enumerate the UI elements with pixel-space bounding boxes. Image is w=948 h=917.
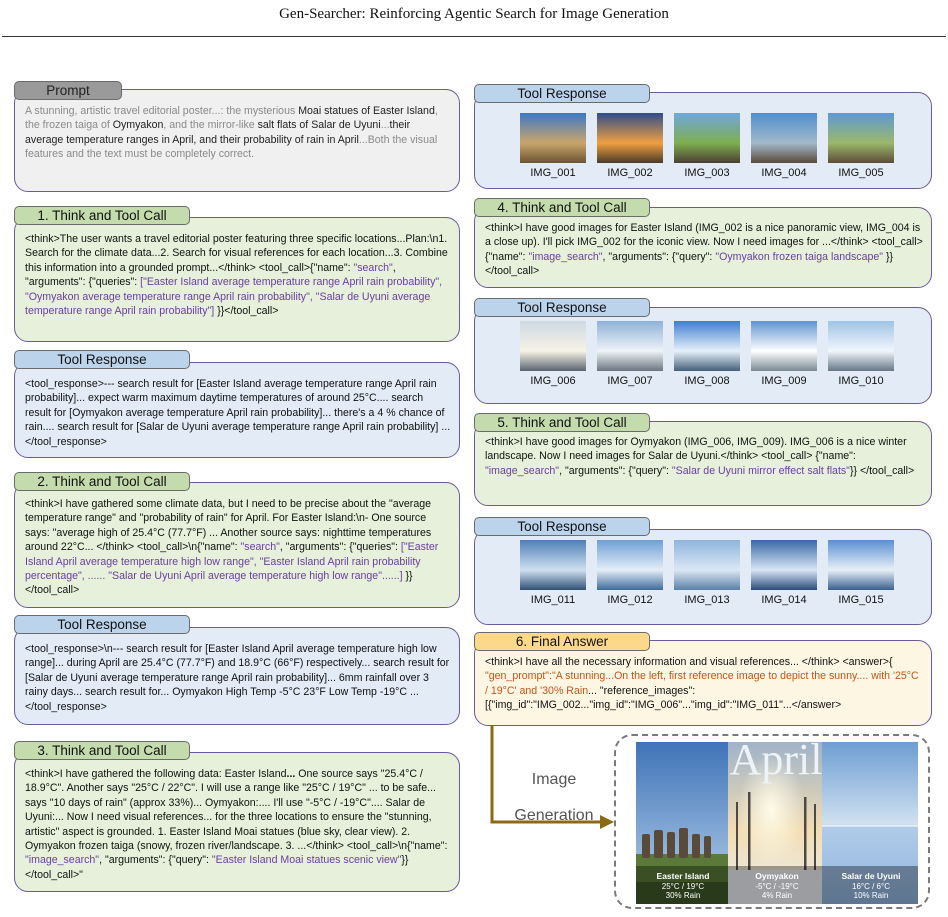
step5-label: 5. Think and Tool Call — [474, 413, 650, 432]
prompt-box — [14, 89, 460, 192]
response4-thumbnail-2 — [597, 321, 663, 371]
poster-location-oymyakon: Oymyakon -5°C / -19°C 4% Rain — [755, 870, 799, 900]
response1-label: Tool Response — [14, 350, 190, 369]
final-answer-text: <think>I have all the necessary information and visual references... </think> <answer>{ "gen_prompt":"A stunning...On the left, first reference image to depict the sunny.... with '25°C / 19°C' and '30% Rain... "reference_images": [{"img_id":"IMG_002..."img_id":"IMG_006"..."img_id":"IMG_011"...</answer> — [485, 656, 919, 712]
poster-title: April — [729, 742, 823, 784]
poster-location-salar-de-uyuni: Salar de Uyuni 16°C / 6°C 10% Rain — [841, 870, 901, 900]
response3-image-1 — [516, 113, 590, 179]
prompt-label: Prompt — [14, 81, 122, 100]
response5-thumbnail-4 — [751, 540, 817, 590]
response5-image-id-1: IMG_011 — [530, 594, 576, 606]
response5-thumbnail-2 — [597, 540, 663, 590]
response5-image-id-2: IMG_012 — [607, 594, 653, 606]
prompt-text: A stunning, artistic travel editorial poster...: the mysterious Moai statues of Easter Island, the frozen taiga of Oymyakon, and the mirror-like salt flats of Salar de Uyuni...their average temperature ranges in April, and their probability of rain in April...Both the visual features and the text must be completely correct. — [25, 105, 438, 161]
response5-image-id-5: IMG_015 — [838, 594, 884, 606]
step2-text: <think>I have gathered some climate data, but I need to be precise about the "average temperature range" and "probability of rain" for April. For Easter Island:\n- One source says: "average high of 25.4°C (77.7°F) ... Another source says: nighttime temperatures around 22°C... </think> <tool_call>\n{"name": "search", "arguments": {"queries": ["Easter Island April average temperature high low range", "Easter Island April rain probability percentage", ...... "Salar de Uyuni April average temperature high low range"......] }}</tool_call> — [25, 498, 439, 597]
step5-box — [474, 421, 932, 506]
response4-image-2 — [593, 321, 667, 387]
response4-thumbnail-3 — [674, 321, 740, 371]
response5-thumbnail-5 — [828, 540, 894, 590]
response3-image-id-1: IMG_001 — [530, 167, 576, 179]
response3-image-5 — [824, 113, 898, 179]
step2-box — [14, 482, 460, 608]
response3-thumbnail-5 — [828, 113, 894, 163]
response3-image-id-4: IMG_004 — [761, 167, 807, 179]
step4-text: <think>I have good images for Easter Island (IMG_002 is a nice panoramic view, IMG_004 is a close up). I'll pick IMG_002 for the iconic view. Now I need images for ...</think> <tool_call> {"name": "image_search", "arguments": {"query": "Oymyakon frozen taiga landscape" }} </tool_call> — [485, 222, 923, 278]
poster-location-easter-island: Easter Island 25°C / 19°C 30% Rain — [656, 870, 710, 900]
response3-image-4 — [747, 113, 821, 179]
step5-text: <think>I have good images for Oymyakon (IMG_006, IMG_009). IMG_006 is a nice winter landscape. Now I need images for Salar de Uyuni.</think> <tool_call> {"name": "image_search", "arguments": {"query": "Salar de Uyuni mirror effect salt flats"}} </tool_call> — [485, 436, 915, 477]
response4-image-id-3: IMG_008 — [684, 375, 730, 387]
response4-image-1 — [516, 321, 590, 387]
response3-thumbnail-4 — [751, 113, 817, 163]
response5-image-id-4: IMG_014 — [761, 594, 807, 606]
response3-thumbnail-1 — [520, 113, 586, 163]
response3-image-3 — [670, 113, 744, 179]
response1-box — [14, 362, 460, 458]
response4-thumbnail-5 — [828, 321, 894, 371]
response5-image-5 — [824, 540, 898, 606]
response3-thumbnail-2 — [597, 113, 663, 163]
response3-image-2 — [593, 113, 667, 179]
final-answer-label: 6. Final Answer — [474, 632, 650, 651]
response5-image-4 — [747, 540, 821, 606]
response4-image-id-4: IMG_009 — [761, 375, 807, 387]
response5-label: Tool Response — [474, 517, 650, 536]
response4-image-4 — [747, 321, 821, 387]
response1-text: <tool_response>--- search result for [Easter Island average temperature range April rain probability]... expect warm maximum daytime temperatures of around 25°C.... search result for [Oymyakon average temperature April rain probability]... there's a 4 % chance of rain.... search result for [Salar de Uyuni average temperature range April rain probability] ... </tool_response> — [25, 378, 451, 448]
response3-label: Tool Response — [474, 84, 650, 103]
response4-image-id-2: IMG_007 — [607, 375, 653, 387]
response4-image-id-1: IMG_006 — [530, 375, 576, 387]
generated-poster — [636, 742, 918, 904]
response3-image-id-5: IMG_005 — [838, 167, 884, 179]
response5-image-id-3: IMG_013 — [684, 594, 730, 606]
step1-text: <think>The user wants a travel editorial poster featuring three specific locations...Plan:\n1. Search for the climate data...2. Search for visual references for each location...3. Combine this information into a grounded prompt...</think> <tool_call>{"name": "search", "arguments": {"queries": ["Easter Island average temperature range April rain probability", "Oymyakon average temperature range April rain probability", "Salar de Uyuni average temperature range April rain probability"] }}</tool_call> — [25, 233, 448, 318]
response4-image-5 — [824, 321, 898, 387]
step1-box — [14, 217, 460, 342]
response2-label: Tool Response — [14, 615, 190, 634]
response3-image-id-2: IMG_002 — [607, 167, 653, 179]
response3-image-id-3: IMG_003 — [684, 167, 730, 179]
response5-image-2 — [593, 540, 667, 606]
step3-text: <think>I have gathered the following data: Easter Island... One source says "25.4°C / 18.9°C". Another says "25°C / 22°C". I will use a range like "25°C / 19°C" ... to be safe... says "10 days of rain" (approx 33%)... Oymyakon:.... I'll use "-5°C / -19°C".... Salar de Uyuni:... Now I need visual references... for the three locations to ensure the "stunning, artistic" aspect is grounded. 1. Easter Island Moai statues (blue sky, clear view). 2. Oymyakon frozen taiga (snowy, frozen river/landscape. 3. ...</think> <tool_call>\n{"name": "image_search", "arguments": {"query": "Easter Island Moai statues scenic view"}}</tool_call>" — [25, 768, 448, 881]
response2-text: <tool_response>\n--- search result for [Easter Island April average temperature high low range]... during April are 25.4°C (77.7°F) and 18.9°C (66°F) respectively... search result for [Salar de Uyuni average temperature range April rain probability]... 6mm rainfall over 3 rainy days... search result for... Oymyakon High Temp -5°C 23°F Low Temp -19°C ... </tool_response> — [25, 643, 450, 713]
response4-thumbnail-4 — [751, 321, 817, 371]
response5-thumbnail-1 — [520, 540, 586, 590]
header-rule — [2, 36, 946, 37]
response4-label: Tool Response — [474, 298, 650, 317]
response2-box — [14, 627, 460, 725]
step3-box — [14, 752, 460, 892]
step1-label: 1. Think and Tool Call — [14, 206, 190, 225]
response4-image-id-5: IMG_010 — [838, 375, 884, 387]
final-answer-box — [474, 640, 932, 726]
response5-image-3 — [670, 540, 744, 606]
step3-label: 3. Think and Tool Call — [14, 741, 190, 760]
response4-image-3 — [670, 321, 744, 387]
generation-label: Image Generation — [514, 771, 594, 824]
response5-image-1 — [516, 540, 590, 606]
running-title: Gen-Searcher: Reinforcing Agentic Search for Image Generation — [279, 6, 669, 22]
response3-thumbnail-3 — [674, 113, 740, 163]
step4-label: 4. Think and Tool Call — [474, 198, 650, 217]
response5-thumbnail-3 — [674, 540, 740, 590]
step4-box — [474, 207, 932, 288]
response4-thumbnail-1 — [520, 321, 586, 371]
step2-label: 2. Think and Tool Call — [14, 472, 190, 491]
